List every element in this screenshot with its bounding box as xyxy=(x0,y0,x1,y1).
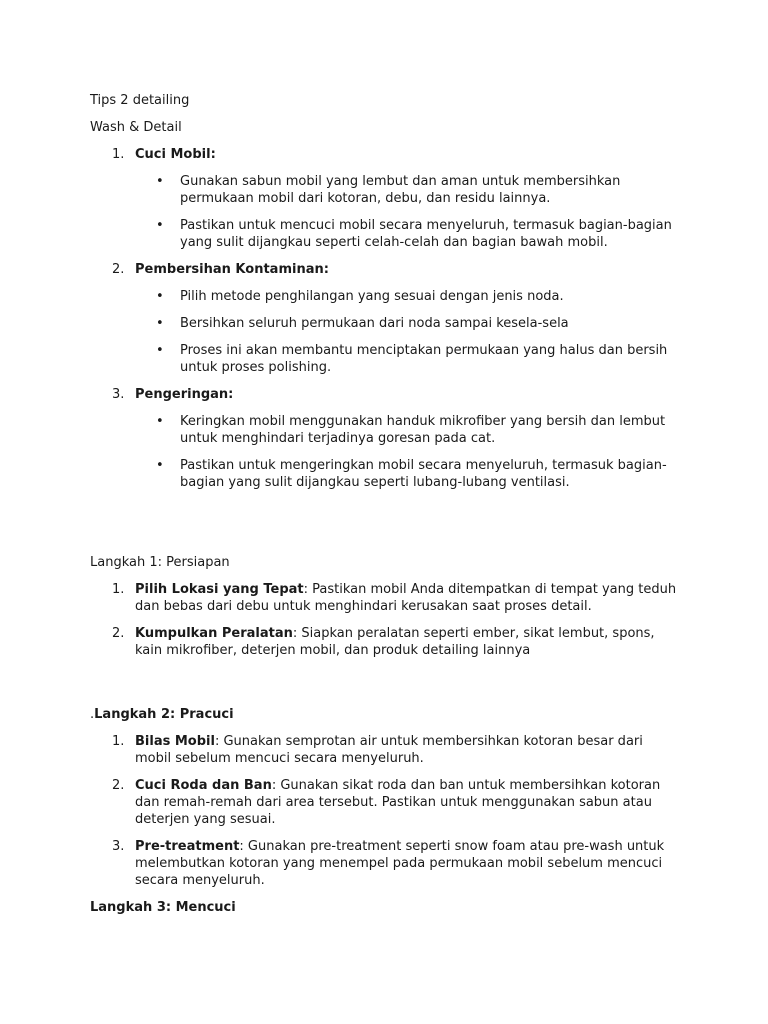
bullet-item: • Pilih metode penghilangan yang sesuai dengan jenis noda. xyxy=(156,289,564,304)
list-item-cuci-mobil xyxy=(90,146,678,251)
item-heading: Pembersihan Kontaminan: xyxy=(135,262,329,277)
step3-heading: Langkah 3: Mencuci xyxy=(90,900,236,915)
doc-title: Tips 2 detailing xyxy=(90,93,190,108)
bullet-icon: • xyxy=(156,343,164,358)
list-number: 2. xyxy=(112,626,125,641)
list-item xyxy=(90,838,678,889)
bullet-item: • Bersihkan seluruh permukaan dari noda sampai kesela-sela xyxy=(156,316,569,331)
item-text: : Gunakan pre-treatment seperti snow foam atau pre-wash untuk melembutkan kotoran yang menempel pada permukaan mobil sebelum mencuci secara menyeluruh. xyxy=(135,839,665,888)
list-item-pembersihan-kontaminan xyxy=(90,261,678,376)
doc-subtitle: Wash & Detail xyxy=(90,120,182,135)
list-number: 3. xyxy=(112,839,125,854)
list-item xyxy=(90,733,678,767)
bullet-list xyxy=(135,173,678,251)
bullet-icon: • xyxy=(156,316,164,331)
item-text: : Pastikan mobil Anda ditempatkan di tempat yang teduh dan bebas dari debu untuk menghindari kerusakan saat proses detail. xyxy=(135,582,677,614)
step2-heading: .Langkah 2: Pracuci xyxy=(90,707,234,722)
bullet-item: • Keringkan mobil menggunakan handuk mikrofiber yang bersih dan lembut untuk menghindari terjadinya goresan pada cat. xyxy=(156,414,666,446)
item-text: : Siapkan peralatan seperti ember, sikat lembut, spons, kain mikrofiber, deterjen mobil, dan produk detailing lainnya xyxy=(135,626,655,658)
step2-list xyxy=(90,733,678,889)
list-number: 2. xyxy=(112,262,125,277)
bullet-item: • Pastikan untuk mengeringkan mobil secara menyeluruh, termasuk bagian-bagian yang sulit dijangkau seperti lubang-lubang ventilasi. xyxy=(156,458,667,490)
spacer xyxy=(90,669,678,706)
bullet-icon: • xyxy=(156,458,164,473)
bullet-item: • Proses ini akan membantu menciptakan permukaan yang halus dan bersih untuk proses polishing. xyxy=(156,343,668,375)
list-number: 2. xyxy=(112,778,125,793)
item-heading: Cuci Mobil: xyxy=(135,147,216,162)
item-term: Pilih Lokasi yang Tepat xyxy=(135,582,304,597)
item-term: Bilas Mobil xyxy=(135,734,215,749)
step1-list xyxy=(90,581,678,659)
list-number: 3. xyxy=(112,387,125,402)
list-item xyxy=(90,581,678,615)
list-item xyxy=(90,777,678,828)
list-number: 1. xyxy=(112,734,125,749)
wash-detail-list xyxy=(90,146,678,491)
item-text: : Gunakan sikat roda dan ban untuk membersihkan kotoran dan remah-remah dari area tersebut. Pastikan untuk menggunakan sabun atau deterjen yang sesuai. xyxy=(135,778,661,827)
step1-heading: Langkah 1: Persiapan xyxy=(90,555,230,570)
bullet-icon: • xyxy=(156,289,164,304)
item-text: : Gunakan semprotan air untuk membersihkan kotoran besar dari mobil sebelum mencuci secara menyeluruh. xyxy=(135,734,643,766)
item-term: Cuci Roda dan Ban xyxy=(135,778,272,793)
spacer xyxy=(90,501,678,554)
list-item-pengeringan xyxy=(90,386,678,491)
bullet-item: • Pastikan untuk mencuci mobil secara menyeluruh, termasuk bagian-bagian yang sulit dijangkau seperti celah-celah dan bagian bawah mobil. xyxy=(156,218,672,250)
list-number: 1. xyxy=(112,582,125,597)
bullet-icon: • xyxy=(156,414,164,429)
list-item xyxy=(90,625,678,659)
bullet-icon: • xyxy=(156,174,164,189)
item-term: Pre-treatment xyxy=(135,839,240,854)
bullet-list xyxy=(135,413,678,491)
bullet-item: • Gunakan sabun mobil yang lembut dan aman untuk membersihkan permukaan mobil dari kotoran, debu, dan residu lainnya. xyxy=(156,174,621,206)
item-heading: Pengeringan: xyxy=(135,387,234,402)
bullet-list xyxy=(135,288,678,376)
list-number: 1. xyxy=(112,147,125,162)
bullet-icon: • xyxy=(156,218,164,233)
item-term: Kumpulkan Peralatan xyxy=(135,626,293,641)
